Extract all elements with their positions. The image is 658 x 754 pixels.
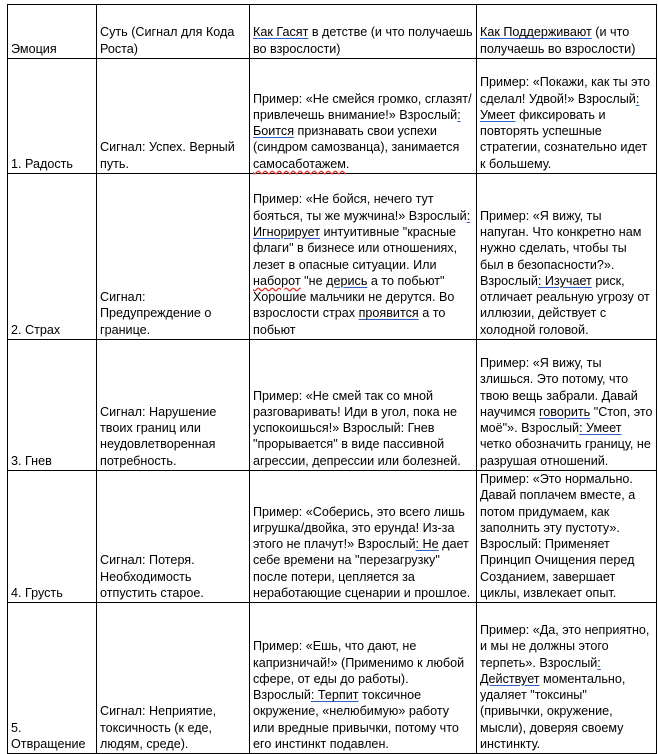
support-cell: Пример: «Я вижу, ты злишься. Это потому, что твою вещь забрали. Давай научимся говорить "Стоп, это моё"». Взрослый: Умеет четко обозначить границу, не разрушая отношений.: [477, 340, 657, 471]
emotion-cell: 1. Радость: [8, 59, 97, 174]
suppress-cell: Пример: «Соберись, это всего лишь игрушка/двойка, это ерунда! Из-за этого не плачут!» Взрослый: Не дает себе времени на "перезагрузку" после потери, цепляется за неработающие сценарии и прошлое.: [250, 471, 477, 603]
grammar-flag[interactable]: : Изучает: [537, 273, 592, 288]
grammar-flag[interactable]: Как Гасят: [253, 25, 309, 40]
signal-cell: Сигнал: Нарушение твоих границ или неудовлетворенная потребность.: [97, 340, 250, 471]
grammar-flag[interactable]: : Боится: [253, 107, 461, 139]
signal-cell: Сигнал: Предупреждение о границе.: [97, 174, 250, 340]
grammar-flag[interactable]: : Игнорирует: [253, 208, 471, 239]
suppress-cell: Пример: «Не смейся громко, сглазят/привлечешь внимание!» Взрослый: Боится признавать свои успехи (синдром самозванца), занимается самосаботажем.: [250, 59, 477, 174]
emotion-cell: 3. Гнев: [8, 340, 97, 471]
grammar-flag[interactable]: : Терпит: [310, 688, 359, 703]
header-support: Как Поддерживают (и что получаешь во взрослости): [477, 5, 657, 59]
emotion-cell: 5. Отвращение: [8, 603, 97, 754]
grammar-flag[interactable]: говорить: [538, 404, 591, 419]
support-cell: Пример: «Я вижу, ты напуган. Что конкретно нам нужно сделать, чтобы ты был в безопасности?». Взрослый: Изучает риск, отличает реальную угрозу от иллюзии, действует с холодной головой.: [477, 174, 657, 340]
support-cell: Пример: «Это нормально. Давай поплачем вместе, а потом придумаем, как заполнить эту пустоту». Взрослый: Применяет Принцип Очищения перед Созданием, завершает циклы, извлекает опыт.: [477, 471, 657, 603]
spelling-flag[interactable]: самосаботажем: [253, 156, 346, 171]
signal-cell: Сигнал: Успех. Верный путь.: [97, 59, 250, 174]
table-row: [8, 471, 657, 603]
suppress-cell: Пример: «Не бойся, нечего тут бояться, ты же мужчина!» Взрослый: Игнорирует интуитивные "красные флаги" в бизнесе или отношениях, лезет в опасные ситуации. Или наборот "не дерись а то побьют" Хорошие мальчики не дерутся. Во взрослости страх проявится а то побьют: [250, 174, 477, 340]
grammar-flag[interactable]: Как Поддерживают: [480, 25, 592, 40]
header-suppress: Как Гасят в детстве (и что получаешь во взрослости): [250, 5, 477, 59]
grammar-flag[interactable]: дерись: [326, 273, 368, 288]
emotion-cell: 2. Страх: [8, 174, 97, 340]
emotion-cell: 4. Грусть: [8, 471, 97, 603]
grammar-flag[interactable]: проявится: [358, 306, 419, 321]
suppress-cell: Пример: «Не смей так со мной разговаривать! Иди в угол, пока не успокоишься!» Взрослый: Гнев "прорывается" в виде пассивной агрессии, депрессии или болезней.: [250, 340, 477, 471]
table-row: [8, 603, 657, 754]
grammar-flag[interactable]: : Умеет: [480, 91, 640, 122]
table-row: [8, 174, 657, 340]
support-cell: Пример: «Да, это неприятно, и мы не должны этого терпеть». Взрослый: Действует моментально, удаляет "токсины" (привычки, окружение, мысли), доверяя своему инстинкту.: [477, 603, 657, 754]
emotions-table: [7, 4, 657, 754]
signal-cell: Сигнал: Неприятие, токсичность (к еде, людям, среде).: [97, 603, 250, 754]
spelling-flag[interactable]: наборот: [253, 273, 301, 288]
grammar-flag[interactable]: : Не: [415, 537, 439, 552]
support-cell: Пример: «Покажи, как ты это сделал! Удвой!» Взрослый: Умеет фиксировать и повторять успешные стратегии, сознательно идет к большему.: [477, 59, 657, 174]
table-header-row: [8, 5, 657, 59]
grammar-flag[interactable]: : Действует: [480, 655, 601, 686]
table-row: [8, 340, 657, 471]
table-row: [8, 59, 657, 174]
signal-cell: Сигнал: Потеря. Необходимость отпустить старое.: [97, 471, 250, 603]
suppress-cell: Пример: «Ешь, что дают, не капризничай!» (Применимо к любой сфере, от еды до работы). Взрослый: Терпит токсичное окружение, «нелюбимую» работу или вредные привычки, потому что его инстинкт подавлен.: [250, 603, 477, 754]
grammar-flag[interactable]: : Умеет: [579, 421, 622, 436]
header-emotion: Эмоция: [8, 5, 97, 59]
header-signal: Суть (Сигнал для Кода Роста): [97, 5, 250, 59]
